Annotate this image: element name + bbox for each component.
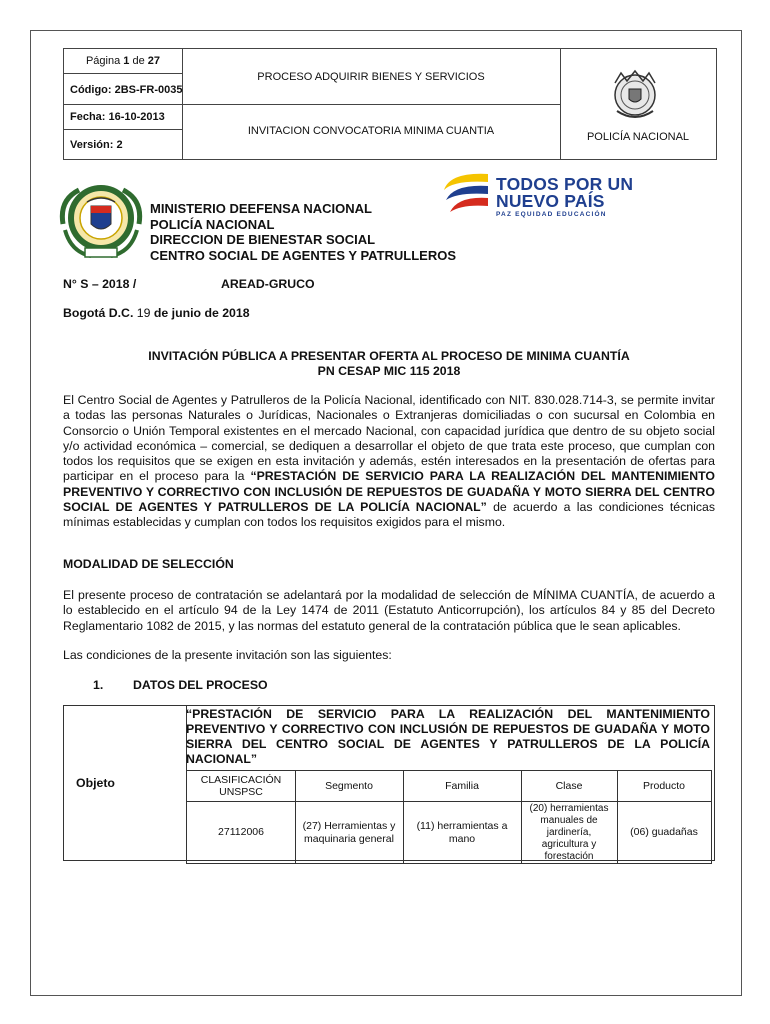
document-version: Versión: 2 <box>70 139 123 151</box>
police-crest-icon <box>57 180 145 262</box>
police-seal-icon <box>607 67 663 125</box>
object-description: “PRESTACIÓN DE SERVICIO PARA LA REALIZACIÓN DEL MANTENIMIENTO PREVENTIVO Y CORRECTIVO CON INCLUSIÓN DE REPUESTOS DE GUADAÑA Y MOTO SIERRA DEL CENTRO SOCIAL DE AGENTES Y PATRULLEROS DE LA POLICÍA NACIONAL” <box>186 707 710 766</box>
reference-area: AREAD-GRUCO <box>221 277 315 291</box>
column-header: Segmento <box>325 779 373 792</box>
column-header: Clase <box>555 779 583 792</box>
modality-heading: MODALIDAD DE SELECCIÓN <box>63 557 234 571</box>
object-label: Objeto <box>76 776 115 790</box>
date-line: Bogotá D.C. 19 de junio de 2018 <box>63 306 250 320</box>
conditions-text: Las condiciones de la presente invitación son las siguientes: <box>63 648 392 662</box>
invitation-type: INVITACION CONVOCATORIA MINIMA CUANTIA <box>247 125 495 137</box>
column-header: Producto <box>642 779 686 792</box>
column-header: CLASIFICACIÓN UNSPSC <box>200 773 282 798</box>
organization-name: POLICÍA NACIONAL <box>586 131 690 143</box>
slogan-logo: TODOS POR UN NUEVO PAÍS PAZ EQUIDAD EDUCACIÓN <box>496 174 634 218</box>
column-header: Familia <box>445 779 479 792</box>
page-number: Página 1 de 27 <box>85 55 161 67</box>
unspsc-table <box>186 770 712 864</box>
document-title: INVITACIÓN PÚBLICA A PRESENTAR OFERTA AL PROCESO DE MINIMA CUANTÍA PN CESAP MIC 115 2018 <box>148 349 630 378</box>
institution-block: MINISTERIO DEEFENSA NACIONAL POLICÍA NACIONAL DIRECCION DE BIENESTAR SOCIAL CENTRO SOCIAL DE AGENTES Y PATRULLEROS <box>150 201 457 263</box>
document-date: Fecha: 16-10-2013 <box>70 111 165 123</box>
table-cell: (06) guadañas <box>630 826 698 839</box>
section-heading: DATOS DEL PROCESO <box>133 678 268 692</box>
document-code: Código: 2BS-FR-0035 <box>70 84 183 96</box>
table-cell: 27112006 <box>218 826 264 839</box>
modality-paragraph: El presente proceso de contratación se adelantará por la modalidad de selección de MÍNIMA CUANTÍA, de acuerdo a lo establecido en el artículo 94 de la Ley 1474 de 2011 (Estatuto Anticorrupción), los artículos 84 y 85 del Decreto Reglamentario 1082 de 2015, y las normas del estatuto general de la contratación pública que le sean aplicables. <box>63 588 715 633</box>
table-cell: (11) herramientas a mano <box>416 820 508 845</box>
intro-paragraph: El Centro Social de Agentes y Patrulleros de la Policía Nacional, identificado con NIT. 830.028.714-3, se permite invitar a todas las personas Naturales o Jurídicas, Nacionales o Extranjeras domiciliadas o con sucursal en Colombia en Consorcio o Unión Temporal existentes en el mercado Nacional, con capacidad jurídica que dentro de su objeto social y/o actividad económica – comercial, se dediquen a desarrollar el objeto de que trata este proceso, que cumplan con todos los requisitos que se exigen en esta invitación y además, estén interesados en la presentación de ofertas para participar en el proceso para la “PRESTACIÓN DE SERVICIO PARA LA REALIZACIÓN DEL MANTENIMIENTO PREVENTIVO Y CORRECTIVO CON INCLUSIÓN DE REPUESTOS DE GUADAÑA Y MOTO SIERRA DEL CENTRO SOCIAL DE AGENTES Y PATRULLEROS DE LA POLICÍA NACIONAL” de acuerdo a las condiciones técnicas mínimas establecidas y cumplan con todos los requisitos exigidos para el mismo. <box>63 393 715 530</box>
table-cell: (27) Herramientas y maquinaria general <box>302 820 396 845</box>
document-header-table <box>63 48 717 160</box>
table-cell: (20) herramientas manuales de jardinería, agricultura y forestación <box>529 802 609 862</box>
section-number: 1. <box>93 678 104 692</box>
process-name: PROCESO ADQUIRIR BIENES Y SERVICIOS <box>257 71 485 83</box>
reference-number: N° S – 2018 / <box>63 277 137 291</box>
